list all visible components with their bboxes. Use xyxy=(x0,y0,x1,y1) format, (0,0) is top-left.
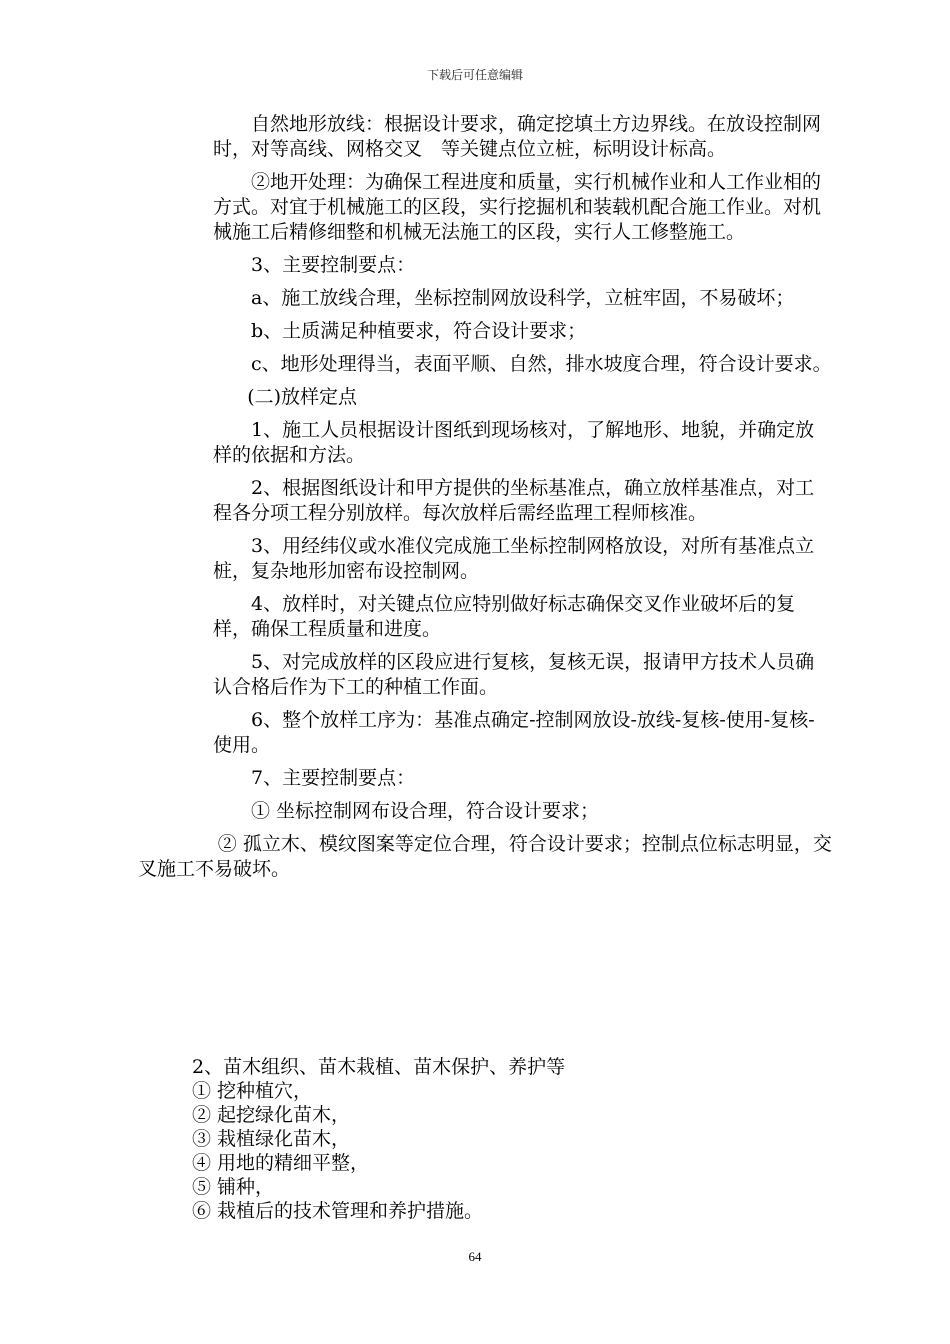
paragraph: 3、用经纬仪或水准仪完成施工坐标控制网格放设，对所有基准点立桩，复杂地形加密布设控制网。 xyxy=(213,535,815,582)
body-text xyxy=(138,112,833,890)
paragraph: 7、主要控制要点： xyxy=(251,767,416,789)
paragraph: 6、整个放样工序为：基准点确定-控制网放设-放线-复核-使用-复核-使用。 xyxy=(213,709,815,756)
paragraph: ① 坐标控制网布设合理，符合设计要求； xyxy=(251,800,600,822)
paragraph: 1、施工人员根据设计图纸到现场核对，了解地形、地貌，并确定放样的依据和方法。 xyxy=(213,419,815,466)
paragraph: 3、主要控制要点： xyxy=(251,254,416,276)
section-2-title: 2、苗木组织、苗木栽植、苗木保护、养护等 xyxy=(192,1056,566,1078)
paragraph: 自然地形放线：根据设计要求，确定挖填土方边界线。在放设控制网时，对等高线、网格交叉 等关键点位立桩，标明设计标高。 xyxy=(213,113,822,160)
page-number: 64 xyxy=(468,1249,482,1264)
paragraph: a、施工放线合理，坐标控制网放设科学，立桩牢固，不易破坏； xyxy=(251,287,795,309)
section-heading: (二)放样定点 xyxy=(247,386,358,408)
page-header: 下载后可任意编辑 xyxy=(426,68,523,82)
section-2 xyxy=(192,1055,792,1223)
list-item: ⑤ 铺种， xyxy=(192,1176,275,1198)
paragraph: ②地开处理：为确保工程进度和质量，实行机械作业和人工作业相的方式。对宜于机械施工的区段，实行挖掘机和装载机配合施工作业。对机械施工后精修细整和机械无法施工的区段，实行人工修整施工。 xyxy=(213,171,822,243)
paragraph: b、土质满足种植要求，符合设计要求； xyxy=(251,320,587,342)
paragraph: c、地形处理得当，表面平顺、自然，排水坡度合理，符合设计要求。 xyxy=(251,353,832,375)
list-item: ① 挖种植穴， xyxy=(192,1080,313,1102)
list-item: ⑥ 栽植后的技术管理和养护措施。 xyxy=(192,1200,484,1222)
paragraph: 5、对完成放样的区段应进行复核，复核无误，报请甲方技术人员确认合格后作为下工的种植工作面。 xyxy=(213,651,815,698)
list-item: ③ 栽植绿化苗木， xyxy=(192,1128,351,1150)
paragraph: 2、根据图纸设计和甲方提供的坐标基准点，确立放样基准点，对工程各分项工程分别放样。每次放样后需经监理工程师核准。 xyxy=(213,477,815,524)
paragraph: 4、放样时，对关键点位应特别做好标志确保交叉作业破坏后的复样，确保工程质量和进度。 xyxy=(213,593,796,640)
list-item: ② 起挖绿化苗木， xyxy=(192,1104,351,1126)
paragraph: ② 孤立木、模纹图案等定位合理，符合设计要求；控制点位标志明显，交叉施工不易破坏。 xyxy=(138,833,832,880)
list-item: ④ 用地的精细平整， xyxy=(192,1152,370,1174)
